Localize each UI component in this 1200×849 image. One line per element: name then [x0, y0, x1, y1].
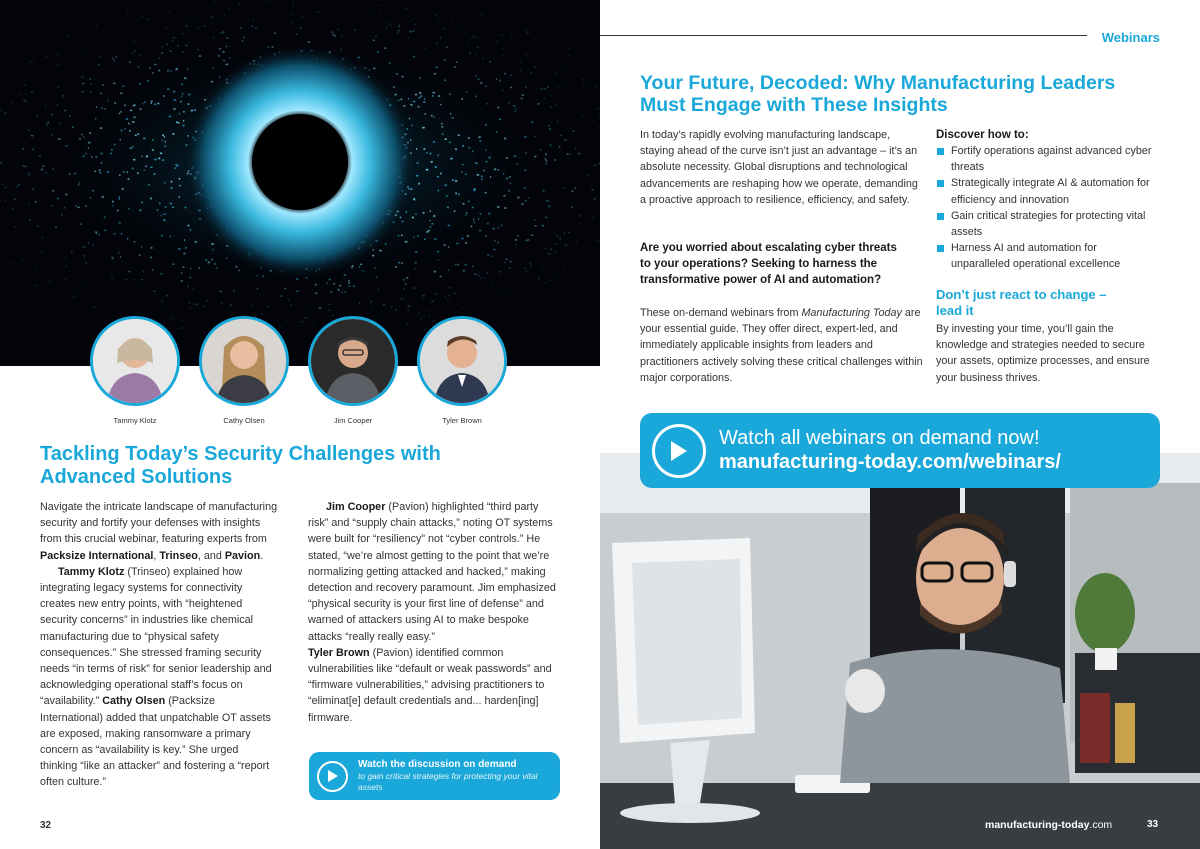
org-name: Trinseo — [159, 549, 198, 562]
lead-paragraph: By investing your time, you’ll gain the knowledge and strategies needed to secure your assets, optimize processes, and ensure your business thrives. — [936, 323, 1150, 384]
watch-discussion-button[interactable] — [309, 752, 560, 800]
page-number: 32 — [40, 820, 52, 831]
list-item — [936, 143, 1156, 175]
separator: . — [260, 549, 264, 562]
list-item-text: Gain critical strategies for protecting vital assets — [951, 209, 1146, 239]
square-bullet-icon — [937, 148, 944, 155]
paragraph-text: These on-demand webinars from — [640, 307, 802, 319]
body-paragraph — [640, 305, 925, 386]
lead-heading: Don’t just react to change – lead it — [936, 287, 1107, 318]
list-item — [936, 175, 1156, 207]
speaker-cathy-olsen — [199, 316, 289, 425]
cta-title: Watch the discussion on demand — [358, 759, 517, 770]
speaker-photo — [308, 316, 398, 406]
discover-list — [936, 143, 1156, 273]
speaker-portraits — [90, 316, 507, 425]
footer-url-tld: .com — [1089, 819, 1113, 831]
speaker-tammy-klotz — [90, 316, 180, 425]
speaker-photo — [90, 316, 180, 406]
paragraph-text: (Packsize International) added that unpatchable OT assets are exposed, making ransomware a primary concern as “availability is key.” She urged thinking “like an attacker” and fostering a “report often culture.” — [40, 695, 271, 789]
speaker-name: Cathy Olsen — [223, 416, 265, 425]
square-bullet-icon — [937, 245, 944, 252]
speaker-ref: Jim Cooper — [326, 501, 386, 513]
cta-text — [358, 759, 560, 793]
list-item — [936, 208, 1156, 240]
list-item-text: Fortify operations against advanced cyber threats — [951, 145, 1152, 174]
speaker-ref: Cathy Olsen — [102, 695, 166, 708]
play-icon — [317, 761, 348, 792]
intro-paragraph: In today’s rapidly evolving manufacturing landscape, staying ahead of the curve isn’t just an advantage – it’s an absolute necessity. Global disruptions and technological advancements are reshaping how we operate, demanding a proactive approach to resilience, efficiency, and safety. — [640, 129, 918, 206]
man-with-headset-photo — [600, 453, 1200, 849]
paragraph-text: (Trinseo) explained how integrating legacy systems for connectivity creates new entry points, with “heightened security concerns” in industries like chemical manufacturing due to “physical safety consequences.” She stressed framing security needs “in terms of risk” for senior leadership and acknowledging operational staff’s focus on “availability.” — [40, 565, 272, 708]
page-number: 33 — [1147, 819, 1159, 830]
speaker-name: Tammy Klotz — [113, 416, 157, 425]
speaker-name: Tyler Brown — [442, 416, 482, 425]
speaker-tyler-brown — [417, 316, 507, 425]
separator: , — [153, 549, 160, 562]
separator: , and — [197, 549, 225, 562]
question-heading: Are you worried about escalating cyber threats to your operations? Seeking to harness the transformative power of AI and automation? — [640, 242, 897, 287]
discover-heading: Discover how to: — [936, 129, 1029, 141]
right-page — [600, 0, 1200, 849]
speaker-name: Jim Cooper — [333, 416, 373, 425]
list-item-text: Strategically integrate AI & automation for efficiency and innovation — [951, 177, 1150, 206]
speaker-ref: Tammy Klotz — [58, 565, 125, 578]
article-title: Your Future, Decoded: Why Manufacturing Leaders Must Engage with These Insights — [640, 72, 1116, 116]
section-label: Webinars — [1101, 30, 1160, 45]
article-column-2 — [308, 499, 561, 726]
list-item — [936, 240, 1156, 272]
list-item-text: Harness AI and automation for unparalleled operational excellence — [951, 242, 1121, 271]
webinars-link[interactable]: manufacturing-today.com/webinars/ — [719, 450, 1061, 473]
header-rule — [600, 35, 1087, 36]
footer-url-bold: manufacturing-today — [985, 819, 1090, 831]
cta-subtitle: to gain critical strategies for protecting your vital assets — [358, 771, 538, 792]
article-title: Tackling Today’s Security Challenges with Advanced Solutions — [40, 443, 441, 488]
paragraph-text: (Pavion) highlighted “third party risk” and “supply chain attacks,” noting OT systems were built for “resiliency” not “cyber controls.” He stated, “we’re almost getting to the point that we’re normalizing getting attacked and hacked,” making detection and recovery paramount. Jim emphasized “physical security is your first line of defense” and warned of attackers using AI to make bespoke attacks “really really easy.” — [308, 501, 556, 643]
paragraph-text: (Pavion) identified common vulnerabilities like “default or weak passwords” and “firmware vulnerabilities,” advising practitioners to “eliminat[e] default credentials and... harden[ing] firmware. — [308, 646, 552, 724]
paragraph-text: are your essential guide. They offer direct, expert-led, and immediately applicable insights from leaders and practitioners actively solving these critical challenges within major corporations. — [640, 307, 923, 384]
speaker-ref: Tyler Brown — [308, 646, 370, 659]
play-icon — [652, 424, 706, 478]
speaker-jim-cooper — [308, 316, 398, 425]
square-bullet-icon — [937, 213, 944, 220]
speaker-photo — [199, 316, 289, 406]
cta-title: Watch all webinars on demand now! — [719, 426, 1040, 449]
paragraph-text: Navigate the intricate landscape of manufacturing security and fortify your defenses with insights from this crucial webinar, featuring experts from — [40, 501, 278, 546]
square-bullet-icon — [937, 180, 944, 187]
org-name: Pavion — [224, 549, 261, 562]
watch-all-webinars-button[interactable] — [640, 413, 1160, 488]
org-name: Packsize International — [40, 549, 154, 562]
discover-list-block — [936, 127, 1156, 273]
cta-text — [719, 427, 1061, 475]
digital-eye-image — [0, 0, 600, 366]
publication-name: Manufacturing Today — [801, 307, 902, 319]
article-column-1 — [40, 499, 278, 791]
footer-url — [985, 819, 1112, 831]
speaker-photo — [417, 316, 507, 406]
